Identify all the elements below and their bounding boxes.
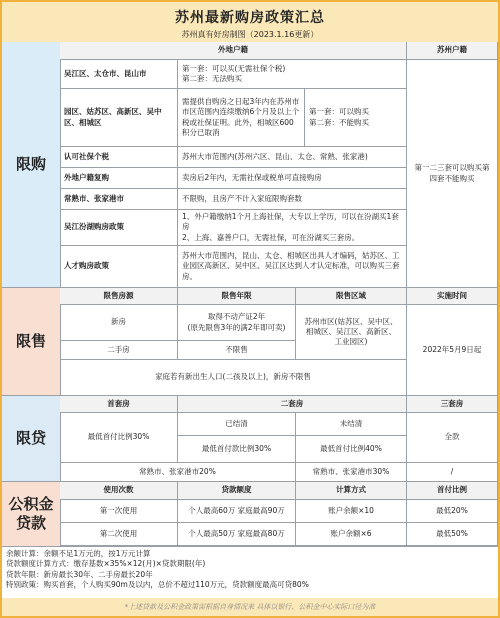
fund-cell: 第一次使用	[60, 500, 178, 523]
page-title: 苏州最新购房政策汇总	[175, 10, 325, 26]
settled-value-cell: 最低首付款比例30%	[178, 436, 296, 463]
area-cell: 人才购房政策	[60, 246, 178, 288]
fund-section	[2, 482, 498, 598]
fund-header: 首付比例	[407, 482, 498, 500]
sale-header: 实施时间	[407, 288, 498, 305]
fund-cell: 账户余额×10	[296, 500, 407, 523]
local-header: 苏州户籍	[407, 42, 498, 60]
loan-header: 首套房	[60, 396, 178, 413]
area-cell: 吴江汾湖购房政策	[60, 210, 178, 246]
loan-section	[2, 396, 498, 482]
fund-cell: 账户余额×6	[296, 523, 407, 546]
fund-cell: 最低20%	[407, 500, 498, 523]
fund-note: 余额计算：余额不足1万元的，按1万元计算	[6, 549, 151, 558]
nonlocal-header: 外地户籍	[60, 42, 407, 60]
loan-label: 限贷	[2, 396, 61, 481]
third-home-cell: 全款	[407, 413, 498, 463]
fund-note: 特别政策：购买首套，个人购买90m及以内，总价不超过110万元，贷款额度最高可贷80%	[6, 580, 309, 590]
header	[2, 2, 498, 42]
area-cell: 常熟市、张家港市	[60, 189, 178, 210]
region-cell: 苏州市区(姑苏区、吴中区、 相城区、吴江区、高新区、 工业园区)	[296, 305, 407, 360]
loan-table	[60, 396, 498, 481]
fund-cell: 最低50%	[407, 523, 498, 546]
new-house-cell: 新房	[60, 305, 178, 341]
fund-cell: 个人最高50万 家庭最高80万	[178, 523, 296, 546]
policy-cell: 苏州大市范围内，昆山、太仓、相城区出具人才编码，姑苏区、工业园区高新区、吴中区、吴江区达到人才认定标准，可以购买三套房。	[178, 246, 407, 288]
area-cell: 园区、姑苏区、高新区、吴中区、相城区	[60, 89, 178, 147]
policy-cell: 第一套：可以购买 第二套：不能购买	[305, 89, 407, 147]
fund-header: 贷款额度	[178, 482, 296, 500]
loan-header: 三套房	[407, 396, 498, 413]
purchase-table	[60, 42, 498, 287]
sale-header: 限售年限	[178, 288, 296, 305]
first-home-cell: 最低首付比例30%	[60, 413, 178, 463]
sale-note-cell: 家庭若有新出生人口(二孩及以上)，新房不限售	[60, 360, 407, 396]
new-years-cell: 取得不动产证2年 (原先限售3年的满2年即可卖)	[178, 305, 296, 341]
disclaimer: *上述贷款及公积金政策需根据自身情况来 具体以银行、公积金中心实际口径为准	[2, 598, 498, 616]
fund-header: 计算方式	[296, 482, 407, 500]
fund-label: 公积金 贷款	[2, 482, 61, 547]
sale-label: 限售	[2, 288, 61, 395]
second-house-cell: 二手房	[60, 341, 178, 360]
fund-note: 贷款年限：新房最长30年、二手房最长20年	[6, 569, 153, 579]
second-years-cell: 不限售	[178, 341, 296, 360]
policy-cell: 1、外户籍缴纳1个月上海社保，大专以上学历，可以在汾湖买1套房 2、上海、嘉善户口，无需社保，可在汾湖买三套房。	[178, 210, 407, 246]
sale-header: 限售区域	[296, 288, 407, 305]
purchase-section	[2, 42, 498, 288]
unsettled-value-cell: 最低首付比例40%	[296, 436, 407, 463]
fund-header: 使用次数	[60, 482, 178, 500]
settled-label-cell: 已结清	[178, 413, 296, 436]
unsettled-label-cell: 未结清	[296, 413, 407, 436]
city-second-cell: 常熟市、张家港市30%	[296, 463, 407, 482]
area-cell: 吴江区、太仓市、昆山市	[60, 60, 178, 89]
policy-cell: 苏州大市范围内(苏州六区、昆山、太仓、常熟、张家港)	[178, 147, 407, 168]
policy-cell: 不限购，且房产不计入家庭限购套数	[178, 189, 407, 210]
purchase-label: 限购	[2, 42, 61, 287]
page-subtitle: 苏州真有好房制图（2023.1.16更新）	[181, 30, 319, 39]
policy-cell: 需提供自购房之日起3年内在苏州市市区范围内连续缴纳6个月及以上个税或社保证明。此外，相城区600 积分已取消	[178, 89, 305, 147]
policy-cell: 卖房后2年内，无需社保或税单可直接购房	[178, 168, 407, 189]
sale-header: 限售房源	[60, 288, 178, 305]
city-third-cell: /	[407, 463, 498, 482]
area-cell: 认可社保个税	[60, 147, 178, 168]
time-cell: 2022年5月9日起	[407, 305, 498, 396]
fund-table	[60, 482, 498, 546]
local-note-cell: 第一二三套可以购买第四套不能购买	[407, 60, 498, 288]
fund-notes	[2, 546, 498, 598]
fund-cell: 个人最高60万 家庭最高90万	[178, 500, 296, 523]
sale-section	[2, 288, 498, 396]
fund-note: 贷款额度计算方式：缴存基数×35%×12(月)×贷款期限(年)	[6, 559, 206, 569]
sale-table	[60, 288, 498, 395]
loan-header: 二套房	[178, 396, 407, 413]
fund-cell: 第二次使用	[60, 523, 178, 546]
area-cell: 外地户籍复购	[60, 168, 178, 189]
city-first-cell: 常熟市、张家港市20%	[60, 463, 296, 482]
policy-cell: 第一套：可以买(无需社保个税) 第二套：无法购买	[178, 60, 407, 89]
